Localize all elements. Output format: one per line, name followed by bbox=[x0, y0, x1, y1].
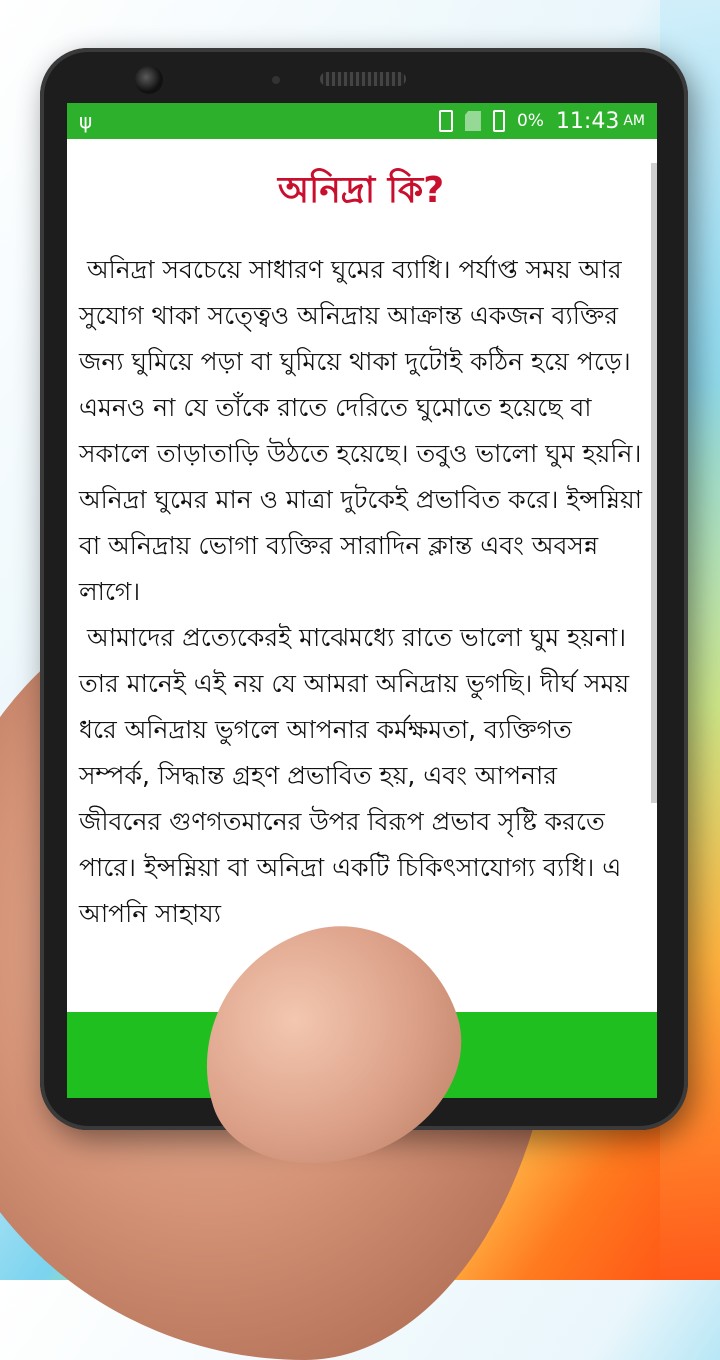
usb-icon: ψ bbox=[79, 109, 93, 133]
earpiece-speaker bbox=[320, 72, 406, 86]
battery-percent: 0% bbox=[516, 111, 544, 131]
status-right bbox=[439, 109, 645, 134]
clock-ampm: AM bbox=[623, 113, 645, 129]
article-paragraph-2: আমাদের প্রত্যেকেরই মাঝেমধ্যে রাতে ভালো ঘুম হয়না। তার মানেই এই নয় যে আমরা অনিদ্রায় ভুগছি। দীর্ঘ সময় ধরে অনিদ্রায় ভুগলে আপনার কর্মক্ষমতা, ব্যক্তিগত সম্পর্ক, সিদ্ধান্ত গ্রহণ প্রভাবিত হয়, এবং আপনার জীবনের গুণগতমানের উপর বিরূপ প্রভাব সৃষ্টি করতে পারে। ইন্সম্নিয়া বা অনিদ্রা একটি চিকিৎসাযোগ্য ব্যধি। এ আপনি সাহায্য bbox=[79, 623, 638, 928]
status-bar bbox=[67, 103, 657, 139]
article-content[interactable] bbox=[67, 139, 657, 937]
battery-charging-icon bbox=[493, 110, 505, 132]
proximity-sensor bbox=[272, 76, 280, 84]
front-camera-icon bbox=[135, 66, 163, 94]
vibrate-icon bbox=[439, 110, 453, 132]
article-title: অনিদ্রা কি? bbox=[277, 170, 445, 211]
scrollbar[interactable] bbox=[651, 163, 657, 803]
no-sim-icon bbox=[465, 111, 481, 131]
article-paragraph-1: অনিদ্রা সবচেয়ে সাধারণ ঘুমের ব্যাধি। পর্যাপ্ত সময় আর সুযোগ থাকা সত্ত্বেও অনিদ্রায় আক্রান্ত একজন ব্যক্তির জন্য ঘুমিয়ে পড়া বা ঘুমিয়ে থাকা দুটোই কঠিন হয়ে পড়ে। এমনও না যে তাঁকে রাতে দেরিতে ঘুমোতে হয়েছে বা সকালে তাড়াতাড়ি উঠতে হয়েছে। তবুও ভালো ঘুম হয়নি। অনিদ্রা ঘুমের মান ও মাত্রা দুটকেই প্রভাবিত করে। ইন্সম্নিয়া বা অনিদ্রায় ভোগা ব্যক্তির সারাদিন ক্লান্ত এবং অবসন্ন লাগে। bbox=[79, 255, 650, 606]
clock-time: 11:43 bbox=[555, 108, 620, 134]
